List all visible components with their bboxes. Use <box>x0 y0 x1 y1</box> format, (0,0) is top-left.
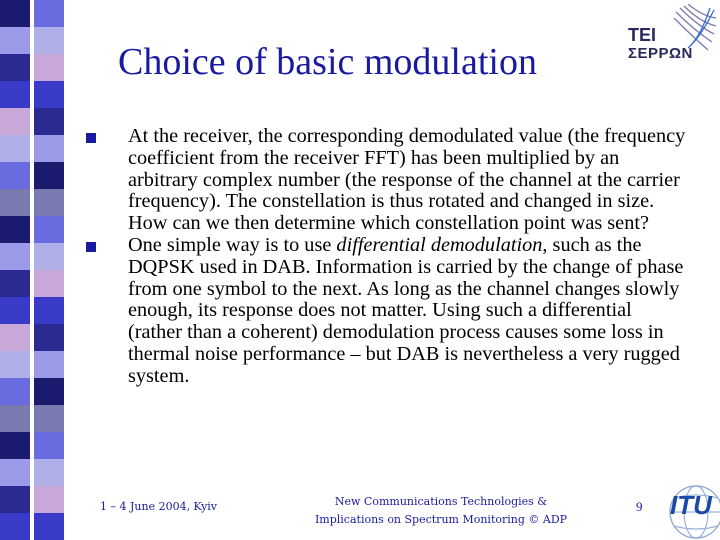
slide-title: Choice of basic modulation <box>118 41 537 83</box>
stripe-block <box>34 513 64 540</box>
logo-greek: ΣΕΡΡΩΝ <box>628 45 693 62</box>
stripe-block <box>34 135 64 162</box>
stripe-block <box>34 324 64 351</box>
stripe-block <box>0 108 30 135</box>
page-number: 9 <box>636 499 643 514</box>
stripe-block <box>34 189 64 216</box>
stripe-block <box>0 297 30 324</box>
stripe-block <box>0 432 30 459</box>
stripe-block <box>0 216 30 243</box>
bullet-item <box>86 126 686 235</box>
stripe-block <box>34 297 64 324</box>
stripe-block <box>0 135 30 162</box>
logo-tei: TEI <box>628 25 657 45</box>
stripe-block <box>0 324 30 351</box>
stripe-block <box>34 54 64 81</box>
footer-date-location: 1 – 4 June 2004, Kyiv <box>100 500 218 513</box>
stripe-block <box>0 189 30 216</box>
stripe-block <box>0 513 30 540</box>
stripe-block <box>0 270 30 297</box>
stripe-block <box>34 27 64 54</box>
stripe-block <box>0 243 30 270</box>
stripe-block <box>34 378 64 405</box>
logo-text <box>628 26 693 61</box>
footer-center-line1: New Communications Technologies & <box>334 495 548 508</box>
bullet-emphasis: differential demodulation <box>336 233 543 256</box>
itu-logo-text: ITU <box>670 490 712 520</box>
stripe-block <box>0 378 30 405</box>
stripe-block <box>34 351 64 378</box>
square-bullet-icon <box>86 133 96 143</box>
stripe-block <box>34 108 64 135</box>
stripe-block <box>0 486 30 513</box>
stripe-block <box>34 81 64 108</box>
stripe-block <box>34 162 64 189</box>
stripe-block <box>0 0 30 27</box>
stripe-block <box>0 459 30 486</box>
stripe-block <box>0 27 30 54</box>
bullet-item <box>86 235 686 388</box>
square-bullet-icon <box>86 242 96 252</box>
stripe-block <box>0 54 30 81</box>
stripe-block <box>0 405 30 432</box>
stripe-block <box>34 459 64 486</box>
stripe-block <box>0 81 30 108</box>
tei-serron-logo <box>628 4 716 70</box>
footer-center-line2: Implications on Spectrum Monitoring © ADP <box>314 513 568 526</box>
stripe-block <box>34 216 64 243</box>
stripe-block <box>34 270 64 297</box>
stripe-block <box>34 0 64 27</box>
stripe-block <box>0 162 30 189</box>
stripe-block <box>34 486 64 513</box>
stripe-block <box>0 351 30 378</box>
bullet-text-before: One simple way is to use <box>128 233 337 256</box>
footer-center-text <box>296 493 586 529</box>
stripe-block <box>34 432 64 459</box>
bullet-text: At the receiver, the corresponding demodulated value (the frequency coefficient from the receiver FFT) has been multiplied by an arbitrary complex number (the response of the channel at the carrier frequency). The constellation is thus rotated and changed in size. How can we then determine which constellation point was sent? <box>128 125 686 235</box>
bullet-list <box>86 126 686 388</box>
decorative-stripe-bar <box>0 0 64 540</box>
stripe-block <box>34 405 64 432</box>
bullet-text-after: , such as the DQPSK used in DAB. Information is carried by the change of phase from one symbol to the next. As long as the channel changes slowly enough, its response does not matter. Using such a differential (rather than a coherent) demodulation process causes some loss in thermal noise performance – but DAB is nevertheless a very rugged system. <box>128 233 684 387</box>
stripe-block <box>34 243 64 270</box>
